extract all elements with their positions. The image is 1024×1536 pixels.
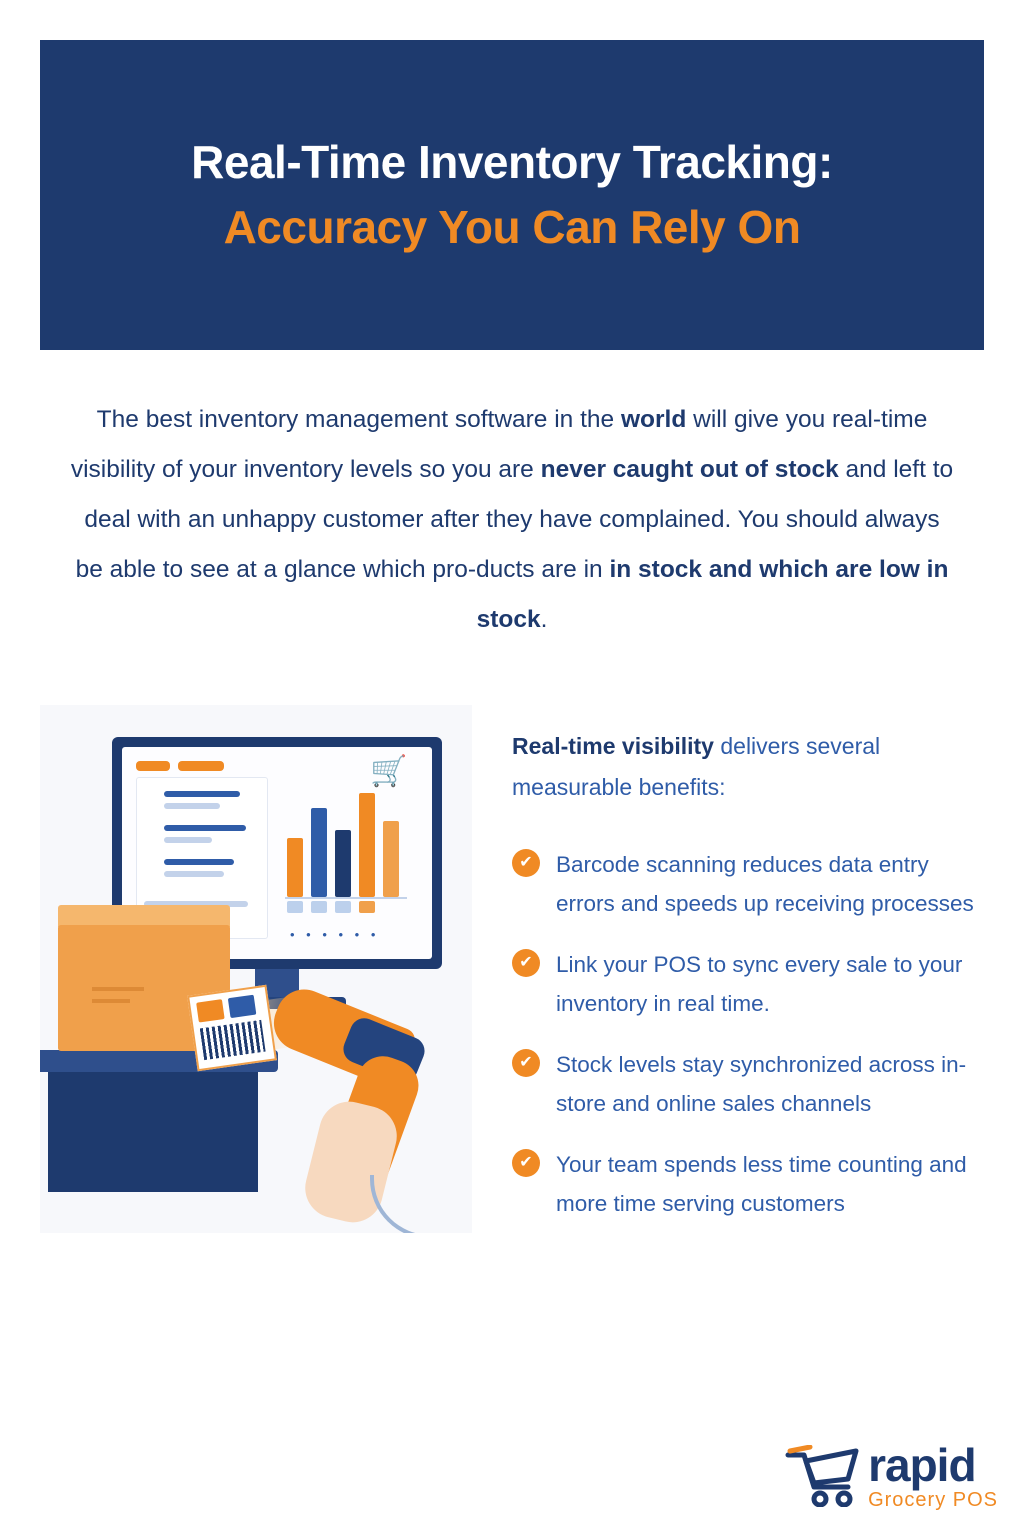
list-item-label: Your team spends less time counting and more time serving customers xyxy=(556,1152,967,1216)
chart-axis xyxy=(285,897,407,899)
logo-name: rapid xyxy=(868,1439,976,1491)
screen-list-row xyxy=(164,837,212,843)
brand-logo xyxy=(784,1439,998,1511)
intro-text-part-1: The best inventory management software in the xyxy=(96,406,621,433)
list-item xyxy=(512,945,980,1023)
benefits-list xyxy=(512,845,980,1245)
benefits-intro xyxy=(512,726,974,808)
chart-bar xyxy=(287,838,303,897)
chart-legend-chip xyxy=(311,901,327,913)
list-item xyxy=(512,1045,980,1123)
logo-cart-icon xyxy=(784,1445,862,1507)
screen-list-row xyxy=(164,871,224,877)
chart-legend-chip xyxy=(359,901,375,913)
label-swatch-blue xyxy=(228,995,257,1018)
check-icon: ✔ xyxy=(512,1149,540,1177)
page-title-line-1: Real-Time Inventory Tracking: xyxy=(191,136,833,189)
barcode-label xyxy=(187,985,277,1071)
logo-subtitle: Grocery POS xyxy=(868,1489,998,1511)
screen-list-row xyxy=(164,825,246,831)
chart-bar xyxy=(359,793,375,897)
list-item xyxy=(512,845,980,923)
box-detail-line xyxy=(92,987,144,991)
cardboard-box-lid xyxy=(58,905,230,927)
counter-body xyxy=(48,1072,258,1192)
check-icon: ✔ xyxy=(512,949,540,977)
screen-list-row xyxy=(164,803,220,809)
list-item-label: Link your POS to sync every sale to your inventory in real time. xyxy=(556,952,963,1016)
list-item xyxy=(512,1145,980,1223)
screen-list-row xyxy=(164,791,240,797)
chart-bar xyxy=(311,808,327,897)
header-banner xyxy=(40,40,984,350)
chart-legend-chip xyxy=(335,901,351,913)
page-title-line-2: Accuracy You Can Rely On xyxy=(223,201,801,253)
check-icon: ✔ xyxy=(512,1049,540,1077)
box-detail-line xyxy=(92,999,130,1003)
benefits-intro-bold: Real-time visibility xyxy=(512,733,714,759)
intro-text-part-4: . xyxy=(540,606,548,633)
chart-bar xyxy=(383,821,399,897)
intro-text-part-3: and left to deal with an unhappy customer after they have complained. You should always be able to see at a glance which pro-ducts are in xyxy=(75,456,954,583)
intro-bold-3: in stock and which are low in stock xyxy=(476,556,949,633)
check-icon: ✔ xyxy=(512,849,540,877)
intro-text-part-2: will give you real-time visibility of your inventory levels so you are xyxy=(70,406,928,483)
illustration xyxy=(40,705,472,1233)
list-item-label: Stock levels stay synchronized across in-store and online sales channels xyxy=(556,1052,967,1116)
benefits-intro-rest: delivers several measurable benefits: xyxy=(512,733,881,800)
screen-bar-chart xyxy=(285,789,405,897)
chart-legend-chip xyxy=(287,901,303,913)
screen-dots: • • • • • • xyxy=(290,927,380,942)
screen-tab-1 xyxy=(136,761,170,771)
list-item-label: Barcode scanning reduces data entry errors and speeds up receiving processes xyxy=(556,852,974,916)
intro-bold-1: world xyxy=(620,406,687,433)
screen-tab-2 xyxy=(178,761,224,771)
barcode-icon xyxy=(200,1020,266,1060)
scanner-cable xyxy=(370,1175,472,1233)
intro-bold-2: never caught out of stock xyxy=(540,456,839,483)
intro-paragraph xyxy=(70,395,954,645)
screen-list-row xyxy=(164,859,234,865)
logo-text xyxy=(868,1439,998,1511)
shopping-cart-icon: 🛒 xyxy=(370,755,408,788)
label-swatch-orange xyxy=(196,999,225,1022)
chart-bar xyxy=(335,830,351,897)
